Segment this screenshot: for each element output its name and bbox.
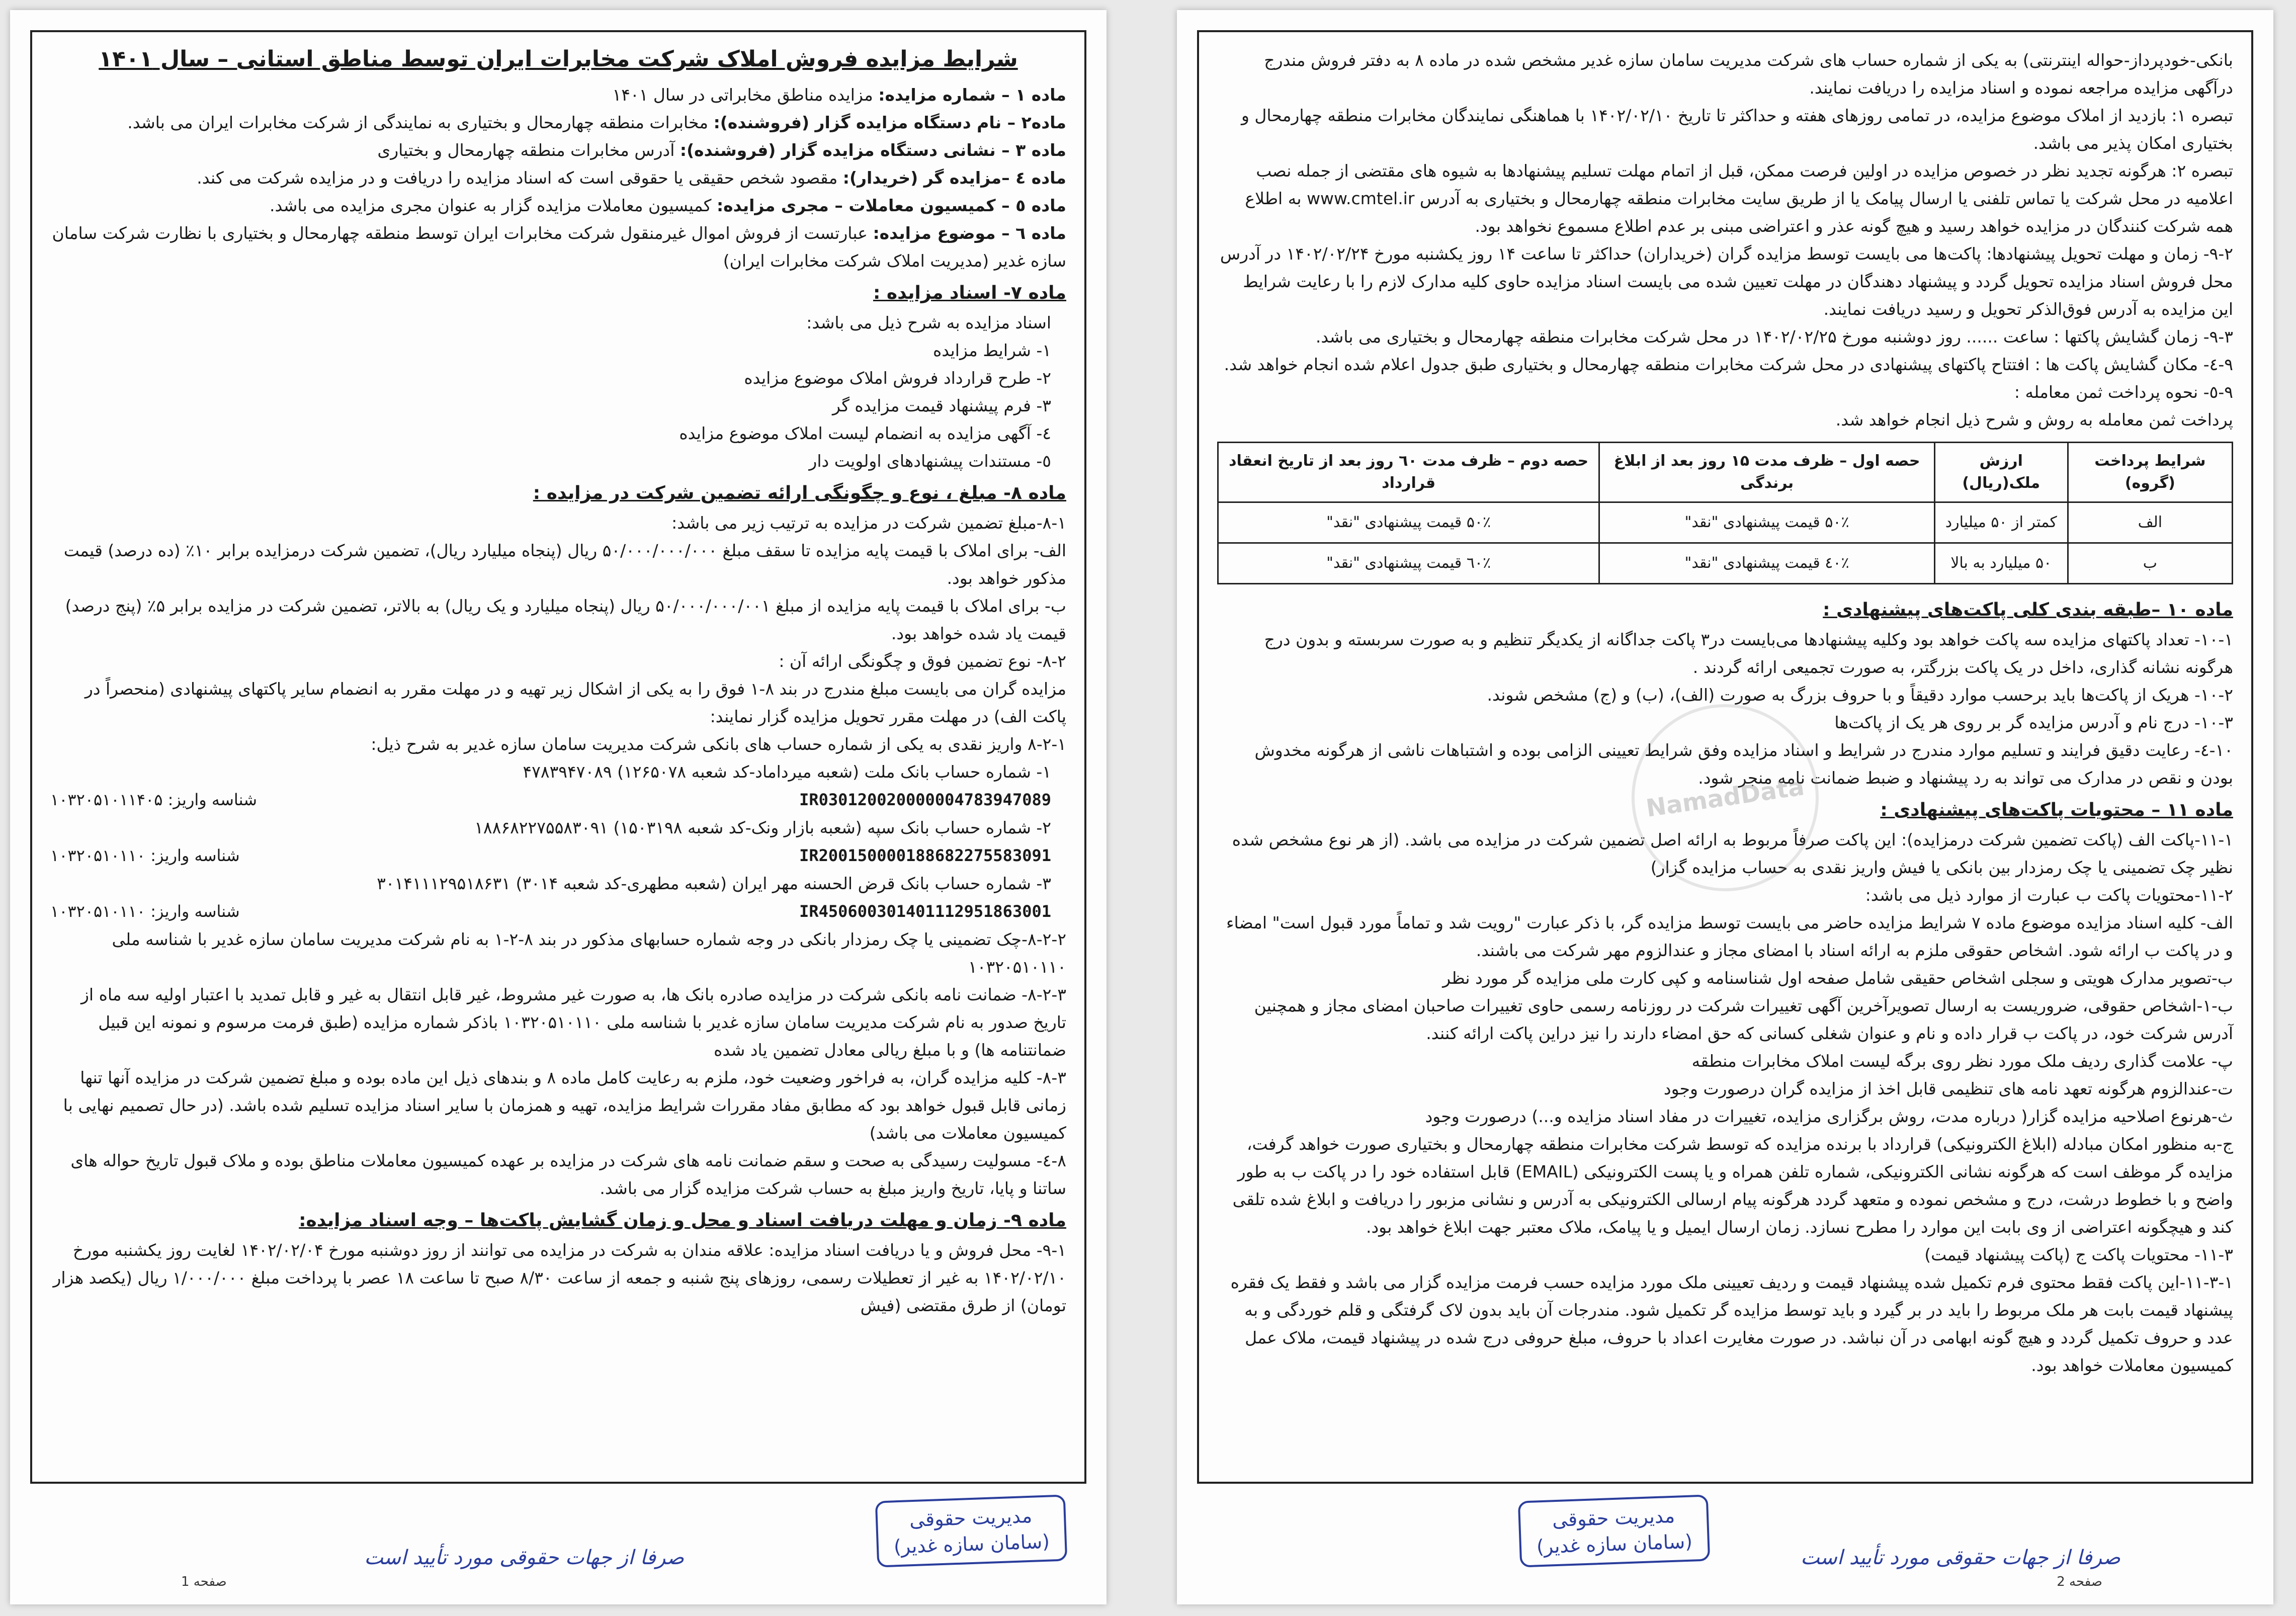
column-header: شرایط پرداخت (گروه) [2068, 443, 2232, 502]
bank-account-row [50, 786, 1066, 814]
table-cell: کمتر از ۵۰ میلیارد [1934, 502, 2068, 543]
iban-number: IR030120020000004783947089 [799, 790, 1051, 809]
page-2-footer [1197, 1494, 2253, 1589]
list-item: ۸-۲- نوع تضمین فوق و چگونگی ارائه آن : [779, 651, 1066, 671]
article-line [50, 81, 1066, 109]
table-cell: ٤۰٪ قیمت پیشنهادی "نقد" [1599, 543, 1935, 584]
list-item: ۲- طرح قرارداد فروش املاک موضوع مزایده [744, 368, 1051, 388]
list-item: ۱۰-۳- درج نام و آدرس مزایده گر بر روی هر یک از پاکت‌ها [1834, 713, 2233, 732]
list-item: الف- برای املاک با قیمت پایه مزایده تا سقف مبلغ ۵۰/۰۰۰/۰۰۰/۰۰۰ ریال (پنجاه میلیارد ریال)، تضمین شرکت درمزایده برابر ۱۰٪ (ده درصد) قیمت مذکور خواهد بود. [63, 541, 1066, 588]
list-item: ۹-٥- نحوه پرداخت ثمن معامله : [2014, 382, 2233, 402]
page-1-footer [30, 1494, 1086, 1589]
list-item: ۹-۳- زمان گشایش پاکتها : ساعت ...... روز دوشنبه مورخ ۱۴۰۲/۰۲/۲۵ در محل شرکت مخابرات منطقه چهارمحال و بختیاری می باشد. [1315, 327, 2233, 347]
article-7-heading: ماده ۷- اسناد مزایده : [873, 283, 1066, 303]
payment-terms-table [1217, 442, 2233, 584]
list-item: ۱۱-۱-پاکت الف (پاکت تضمین شرکت درمزایده): این پاکت صرفاً مربوط به ارائه اصل تضمین شرکت در مزایده می باشد. (از هر نوع مشخص شده نظیر چک تضمینی یا چک رمزدار بین بانکی یا فیش واریز نقدی به حساب مزایده گزار) [1232, 830, 2233, 877]
table-cell: الف [2068, 502, 2232, 543]
article-text: مقصود شخص حقیقی یا حقوقی است که اسناد مزایده را دریافت و در مزایده شرکت می کند. [197, 168, 843, 188]
article-8-tail [50, 925, 1066, 1202]
list-item: ۱- شرایط مزایده [932, 341, 1051, 360]
article-label: ماده ٥ – کمیسیون معاملات – مجری مزایده: [716, 196, 1066, 215]
stamp-line-2: (سامان سازه غدیر) [893, 1530, 1050, 1558]
list-item: ۸-٤- مسولیت رسیدگی به صحت و سقم ضمانت نامه های شرکت در مزایده بر عهده کمیسیون معاملات مناطق بوده و ملاک قبول تاریخ حواله های ساتنا و پایا، تاریخ واریز مبلغ به حساب شرکت مزایده گزار می باشد. [70, 1151, 1066, 1198]
article-7-items [50, 309, 1066, 475]
list-item: تبصره ۱: بازدید از املاک موضوع مزایده، در تمامی روزهای هفته و حداکثر تا تاریخ ۱۴۰۲/۰۲/۱۰ با هماهنگی نمایندگان مخابرات منطقه چهارمحال و بختیاری امکان پذیر می باشد. [1241, 106, 2233, 153]
article-10-heading: ماده ۱۰ –طبقه بندی کلی پاکت‌های پیشنهادی : [1823, 600, 2233, 620]
list-item: بانکی-خودپرداز-حواله اینترنتی) به یکی از شماره حساب های شرکت مدیریت سامان سازه غدیر مشخص شده در ماده ۸ به دفتر فروش مندرج درآگهی مزایده مراجعه نموده و اسناد مزایده را دریافت نمایند. [1264, 50, 2233, 98]
table-cell: ٦۰٪ قیمت پیشنهادی "نقد" [1218, 543, 1599, 584]
article-text: آدرس مخابرات منطقه چهارمحال و بختیاری [377, 140, 680, 160]
list-item: ۱۱-۳-۱-این پاکت فقط محتوی فرم تکمیل شده پیشنهاد قیمت و ردیف تعیینی ملک مورد مزایده حسب فرمت مزایده گزار می باشد و فقط یک فقره پیشنهاد قیمت بابت هر ملک مربوط را باید در بر گیرد و باید توسط مزایده گر تکمیل شود. مندرجات آن باید بدون لاک گرفتگی و قلم خوردگی و به عدد و حروف تکمیل گردد و هیچ گونه ابهامی در آن نباشد. در صورت مغایرت اعداد با حروف، مبلغ حروفی درج شده در پیشنهاد قیمت، ملاک عمل کمیسیون معاملات خواهد بود. [1230, 1272, 2233, 1375]
article-label: ماده ۱ – شماره مزایده: [878, 85, 1066, 105]
deposit-id: شناسه واریز: ۱۰۳۲۰۵۱۰۱۱۰ [50, 846, 240, 865]
article-9-continued [1217, 46, 2233, 434]
list-item: ۸-۲-۳- ضمانت نامه بانکی شرکت در مزایده صادره بانک ها، به صورت غیر مشروط، غیر قابل انتقال به غیر و قابل تمدید با اعتبار اولیه سه ماه از تاریخ صدور به نام شرکت مدیریت سامان سازه غدیر با شناسه ملی ۱۰۳۲۰۵۱۰۱۱۰ باذکر شماره مزایده (طبق فرمت مرسوم و نمونه این قبیل ضمانتنامه ها) و با مبلغ ریالی معادل تضمین یاد شده [80, 985, 1066, 1060]
list-item: ۱۰-۱- تعداد پاکتهای مزایده سه پاکت خواهد بود وکلیه پیشنهادها می‌بایست در۳ پاکت جداگانه از یکدیگر تنظیم و به صورت سربسته و بدون درج هرگونه نشانه گذاری، داخل در یک پاکت بزرگتر، به صورت تجمیعی ارائه گردند . [1264, 630, 2233, 677]
list-item: اسناد مزایده به شرح ذیل می باشد: [806, 313, 1051, 332]
article-8-heading: ماده ۸- مبلغ ، نوع و چگونگی ارائه تضمین شرکت در مزایده : [533, 483, 1066, 503]
column-header: حصه دوم – ظرف مدت ٦۰ روز بعد از تاریخ انعقاد قرارداد [1218, 443, 1599, 502]
list-item: ٤- آگهی مزایده به انضمام لیست املاک موضوع مزایده [679, 423, 1051, 443]
table-header-row [1218, 443, 2233, 502]
article-text: مخابرات منطقه چهارمحال و بختیاری به نمایندگی از شرکت مخابرات ایران می باشد. [127, 113, 714, 132]
article-text: کمیسیون معاملات مزایده گزار به عنوان مجری مزایده می باشد. [269, 196, 717, 215]
list-item: ت-عندالزوم هرگونه تعهد نامه های تنظیمی قابل اخذ از مزایده گران درصورت وجود [1663, 1079, 2233, 1098]
list-item: پ- علامت گذاری ردیف ملک مورد نظر روی برگه لیست املاک مخابرات منطقه [1691, 1051, 2233, 1071]
article-label: ماده ۳ – نشانی دستگاه مزایده گزار (فروشنده): [679, 140, 1066, 160]
table-cell: ۵۰٪ قیمت پیشنهادی "نقد" [1599, 502, 1935, 543]
deposit-id: شناسه واریز: ۱۰۳۲۰۵۱۰۱۱۴۰۵ [50, 790, 258, 809]
stamp-line-1: مدیریت حقوقی [909, 1504, 1033, 1532]
article-8-items [50, 509, 1066, 758]
list-item: پرداخت ثمن معامله به روش و شرح ذیل انجام خواهد شد. [1835, 410, 2233, 430]
column-header: حصه اول – ظرف مدت ۱۵ روز بعد از ابلاغ برندگی [1599, 443, 1935, 502]
column-header: ارزش ملک(ریال) [1934, 443, 2068, 502]
stamp-line-2: (سامان سازه غدیر) [1536, 1530, 1693, 1558]
document-title: شرایط مزایده فروش املاک شرکت مخابرات ایران توسط مناطق استانی – سال ۱۴۰۱ [99, 46, 1018, 72]
page-1-frame [30, 30, 1086, 1484]
legal-stamp [1518, 1494, 1710, 1567]
list-item: تبصره ۲: هرگونه تجدید نظر در خصوص مزایده در اولین فرصت ممکن، قبل از اتمام مهلت تسلیم پیشنهادها به شیوه های مقتضی از جمله نصب اعلامیه در محل شرکت یا تماس تلفنی یا ارسال پیامک یا از طریق سایت مخابرات منطقه چهارمحال و بختیاری به آدرس www.cmtel.ir به اطلاع همه شرکت کنندگان در مزایده خواهد رسید و هیچ گونه عذر و اعتراضی مبنی بر عدم اطلاع مسموع نخواهد بود. [1245, 161, 2233, 236]
article-line [50, 192, 1066, 219]
article-11-items [1217, 826, 2233, 1379]
iban-number: IR450600301401112951863001 [799, 902, 1051, 921]
list-item: مزایده گران می بایست مبلغ مندرج در بند ۸-۱ فوق را به یکی از اشکال زیر تهیه و در مهلت مقرر به انضمام سایر پاکتهای پیشنهادی (منحصراً در پاکت الف) در مهلت مقرر تحویل مزایده گزار نمایند: [84, 679, 1066, 726]
articles-1-6 [50, 81, 1066, 275]
table-row [1218, 502, 2233, 543]
bank-account-desc: ۳- شماره حساب بانک قرض الحسنه مهر ایران (شعبه مطهری-کد شعبه ۳۰۱۴) ۳۰۱۴۱۱۱۲۹۵۱۸۶۳۱ [377, 874, 1051, 893]
table-cell: ۵۰ میلیارد به بالا [1934, 543, 2068, 584]
list-item: ۹-۱- محل فروش و یا دریافت اسناد مزایده: علاقه مندان به شرکت در مزایده می توانند از روز دوشنبه مورخ ۱۴۰۲/۰۲/۰۴ لغایت روز یکشنبه مورخ ۱۴۰۲/۰۲/۱۰ به غیر از تعطیلات رسمی، روزهای پنج شنبه و جمعه از ساعت ۸/۳۰ صبح تا ساعت ۱۸ عصر با پرداخت مبلغ ۱/۰۰۰/۰۰۰ ریال (یکصد هزار تومان) از طرق مقتضی (فیش [53, 1240, 1066, 1315]
list-item: ج-به منظور امکان مبادله (ابلاغ الکترونیکی) قرارداد با برنده مزایده که توسط شرکت مخابرات منطقه چهارمحال و بختیاری صورت خواهد گرفت، مزایده گر موظف است که هرگونه نشانی الکترونیکی، شماره تلفن همراه و یا پست الکترونیکی (EMAIL) قابل استفاده خود را در پاکت ب به طور واضح و با خطوط درشت، درج و مشخص نموده و متعهد گردد هرگونه پیام ارسالی الکترونیکی به آدرس و نشانی مزبور را دریافت و ابلاغ شده تلقی کند و هیچگونه اعتراضی از وی بابت این موارد را مطرح نسازد. زمان ارسال ایمیل و یا پیامک، ملاک معتبر جهت ابلاغ خواهد بود. [1232, 1134, 2233, 1237]
page-number: صفحه 1 [181, 1574, 227, 1589]
table-body [1218, 502, 2233, 584]
list-item: ۱۱-۲-محتویات پاکت ب عبارت از موارد ذیل می باشد: [1865, 885, 2233, 905]
list-item: ۹-۲- زمان و مهلت تحویل پیشنهادها: پاکت‌ها می بایست توسط مزایده گران (خریداران) حداکثر تا ساعت ۱۴ روز یکشنبه مورخ ۱۴۰۲/۰۲/۲۴ در آدرس محل فروش اسناد مزایده تحویل گردد و پیشنهاد دهندگان در مهلت تعیین شده می بایست اسناد مزایده حاوی کلیه مدارک لازم را با رعایت شرایط این مزایده به آدرس فوق‌الذکر تحویل و رسید دریافت نمایند. [1220, 244, 2233, 319]
article-9-items [50, 1236, 1066, 1319]
legal-approval-note: صرفا از جهات حقوقی مورد تأیید است [1801, 1546, 2120, 1569]
list-item: ۱۱-۳- محتویات پاکت ج (پاکت پیشنهاد قیمت) [1924, 1245, 2233, 1264]
list-item: ۸-۲-۱ واریز نقدی به یکی از شماره حساب های بانکی شرکت مدیریت سامان سازه غدیر به شرح ذیل: [371, 734, 1066, 754]
article-11-heading: ماده ۱۱ – محتویات پاکت‌های پیشنهادی : [1880, 800, 2233, 820]
bank-account-row [50, 897, 1066, 925]
list-item: ۹-٤- مکان گشایش پاکت ها : افتتاح پاکتهای پیشنهادی در محل شرکت مخابرات منطقه چهارمحال و بختیاری طبق جدول اعلام شده انجام خواهد شد. [1224, 355, 2233, 374]
article-label: ماده۲ – نام دستگاه مزایده گزار (فروشنده): [713, 113, 1066, 132]
list-item: ۸-۳- کلیه مزایده گران، به فراخور وضعیت خود، ملزم به رعایت کامل ماده ۸ و بندهای ذیل این ماده بوده و مبلغ تضمین شرکت در مزایده آنها تنها زمانی قابل قبول خواهد بود که مطابق مفاد مقررات شرایط مزایده، تهیه و همزمان با سایر اسناد مزایده تسلیم شده باشد. (در حال تصمیم نهایی با کمیسیون معاملات می باشد) [63, 1068, 1066, 1143]
list-item: ب- برای املاک با قیمت پایه مزایده از مبلغ ۵۰/۰۰۰/۰۰۰/۰۰۱ ریال (پنجاه میلیارد و یک ریال) به بالاتر، تضمین شرکت در مزایده برابر ۵٪ (پنج درصد) قیمت یاد شده خواهد بود. [65, 596, 1066, 643]
table-cell: ب [2068, 543, 2232, 584]
deposit-id: شناسه واریز: ۱۰۳۲۰۵۱۰۱۱۰ [50, 902, 240, 921]
list-item: ۸-۲-۲-چک تضمینی یا چک رمزدار بانکی در وجه شماره حسابهای مذکور در بند ۸-۲-۱ به نام شرکت مدیریت سامان سازه غدیر با شناسه ملی ۱۰۳۲۰۵۱۰۱۱۰ [112, 929, 1066, 977]
bank-account-desc: ۲- شماره حساب بانک سپه (شعبه بازار ونک-کد شعبه ۱۵۰۳۱۹۸) ۱۸۸۶۸۲۲۷۵۵۸۳۰۹۱ [474, 818, 1051, 837]
list-item: ث-هرنوع اصلاحیه مزایده گزار( درباره مدت، روش برگزاری مزایده، تغییرات در مفاد اسناد مزایده و...) درصورت وجود [1425, 1107, 2233, 1126]
article-text: مزایده مناطق مخابراتی در سال ۱۴۰۱ [612, 85, 879, 105]
article-line [50, 164, 1066, 192]
legal-approval-note: صرفا از جهات حقوقی مورد تأیید است [364, 1546, 684, 1569]
bank-account-row [50, 841, 1066, 870]
watermark-seal: NamadData [1620, 692, 1831, 903]
list-item: ب-۱-اشخاص حقوقی، ضروریست به ارسال تصویرآخرین آگهی تغییرات شرکت در روزنامه رسمی حاوی تغییرات صاحبان امضای مجاز و همچنین آدرس شرکت خود، در پاکت ب قرار داده و نام و عنوان شغلی کسانی که حق امضاء دارند را نیز دراین پاکت ارائه کنند. [1254, 996, 2233, 1043]
article-text: عبارتست از فروش اموال غیرمنقول شرکت مخابرات ایران توسط منطقه چهارمحال و بختیاری با نظارت شرکت سامان سازه غدیر (مدیریت املاک شرکت مخابرات ایران) [52, 223, 1066, 271]
document-page-2 [1177, 10, 2273, 1604]
table-cell: ۵۰٪ قیمت پیشنهادی "نقد" [1218, 502, 1599, 543]
article-line [50, 136, 1066, 164]
table-row [1218, 543, 2233, 584]
stamp-line-1: مدیریت حقوقی [1552, 1504, 1675, 1532]
list-item: ٥- مستندات پیشنهادهای اولویت دار [809, 451, 1051, 471]
list-item: ۱۰-٤- رعایت دقیق فرایند و تسلیم موارد مندرج در شرایط و اسناد مزایده وفق شرایط تعیینی الزامی بوده و اشتباهات ناشی از هرگونه مخدوش بودن و نقص در مدارک می تواند به رد پیشنهاد و ضبط ضمانت نامه منجر شود. [1254, 740, 2233, 788]
bank-account-desc: ۱- شماره حساب بانک ملت (شعبه میرداماد-کد شعبه ۱۲۶۵۰۷۸) ۴۷۸۳۹۴۷۰۸۹ [523, 762, 1051, 782]
article-9-heading: ماده ۹- زمان و مهلت دریافت اسناد و محل و زمان گشایش پاکت‌ها – وجه اسناد مزایده: [299, 1210, 1066, 1231]
legal-stamp [875, 1494, 1067, 1567]
document-page-1 [10, 10, 1107, 1604]
list-item: ۱۰-۲- هریک از پاکت‌ها باید برحسب موارد دقیقاً و با حروف بزرگ به صورت (الف)، (ب) و (ج) مشخص شوند. [1487, 685, 2233, 705]
list-item: ب-تصویر مدارک هویتی و سجلی اشخاص حقیقی شامل صفحه اول شناسنامه و کپی کارت ملی مزایده گر مورد نظر [1442, 968, 2233, 988]
list-item: الف- کلیه اسناد مزایده موضوع ماده ۷ شرایط مزایده حاضر می بایست توسط مزایده گر، با ذکر عبارت "رویت شد و تماماً مورد قبول است" امضاء و در پاکت ب ارائه شود. اشخاص حقوقی ملزم به ارائه اسناد با امضای مجاز و عندالزوم مهر شرکت می باشند. [1226, 913, 2233, 960]
page-number: صفحه 2 [2057, 1574, 2102, 1589]
article-label: ماده ٦ – موضوع مزایده: [873, 223, 1066, 243]
list-item: ۸-۱-مبلغ تضمین شرکت در مزایده به ترتیب زیر می باشد: [671, 513, 1066, 533]
article-label: ماده ٤ –مزایده گر (خریدار): [842, 168, 1066, 188]
article-line [50, 219, 1066, 275]
bank-accounts-list [50, 758, 1066, 925]
iban-number: IR200150000188682275583091 [799, 846, 1051, 865]
list-item: ۳- فرم پیشنهاد قیمت مزایده گر [832, 396, 1051, 415]
article-line [50, 109, 1066, 136]
